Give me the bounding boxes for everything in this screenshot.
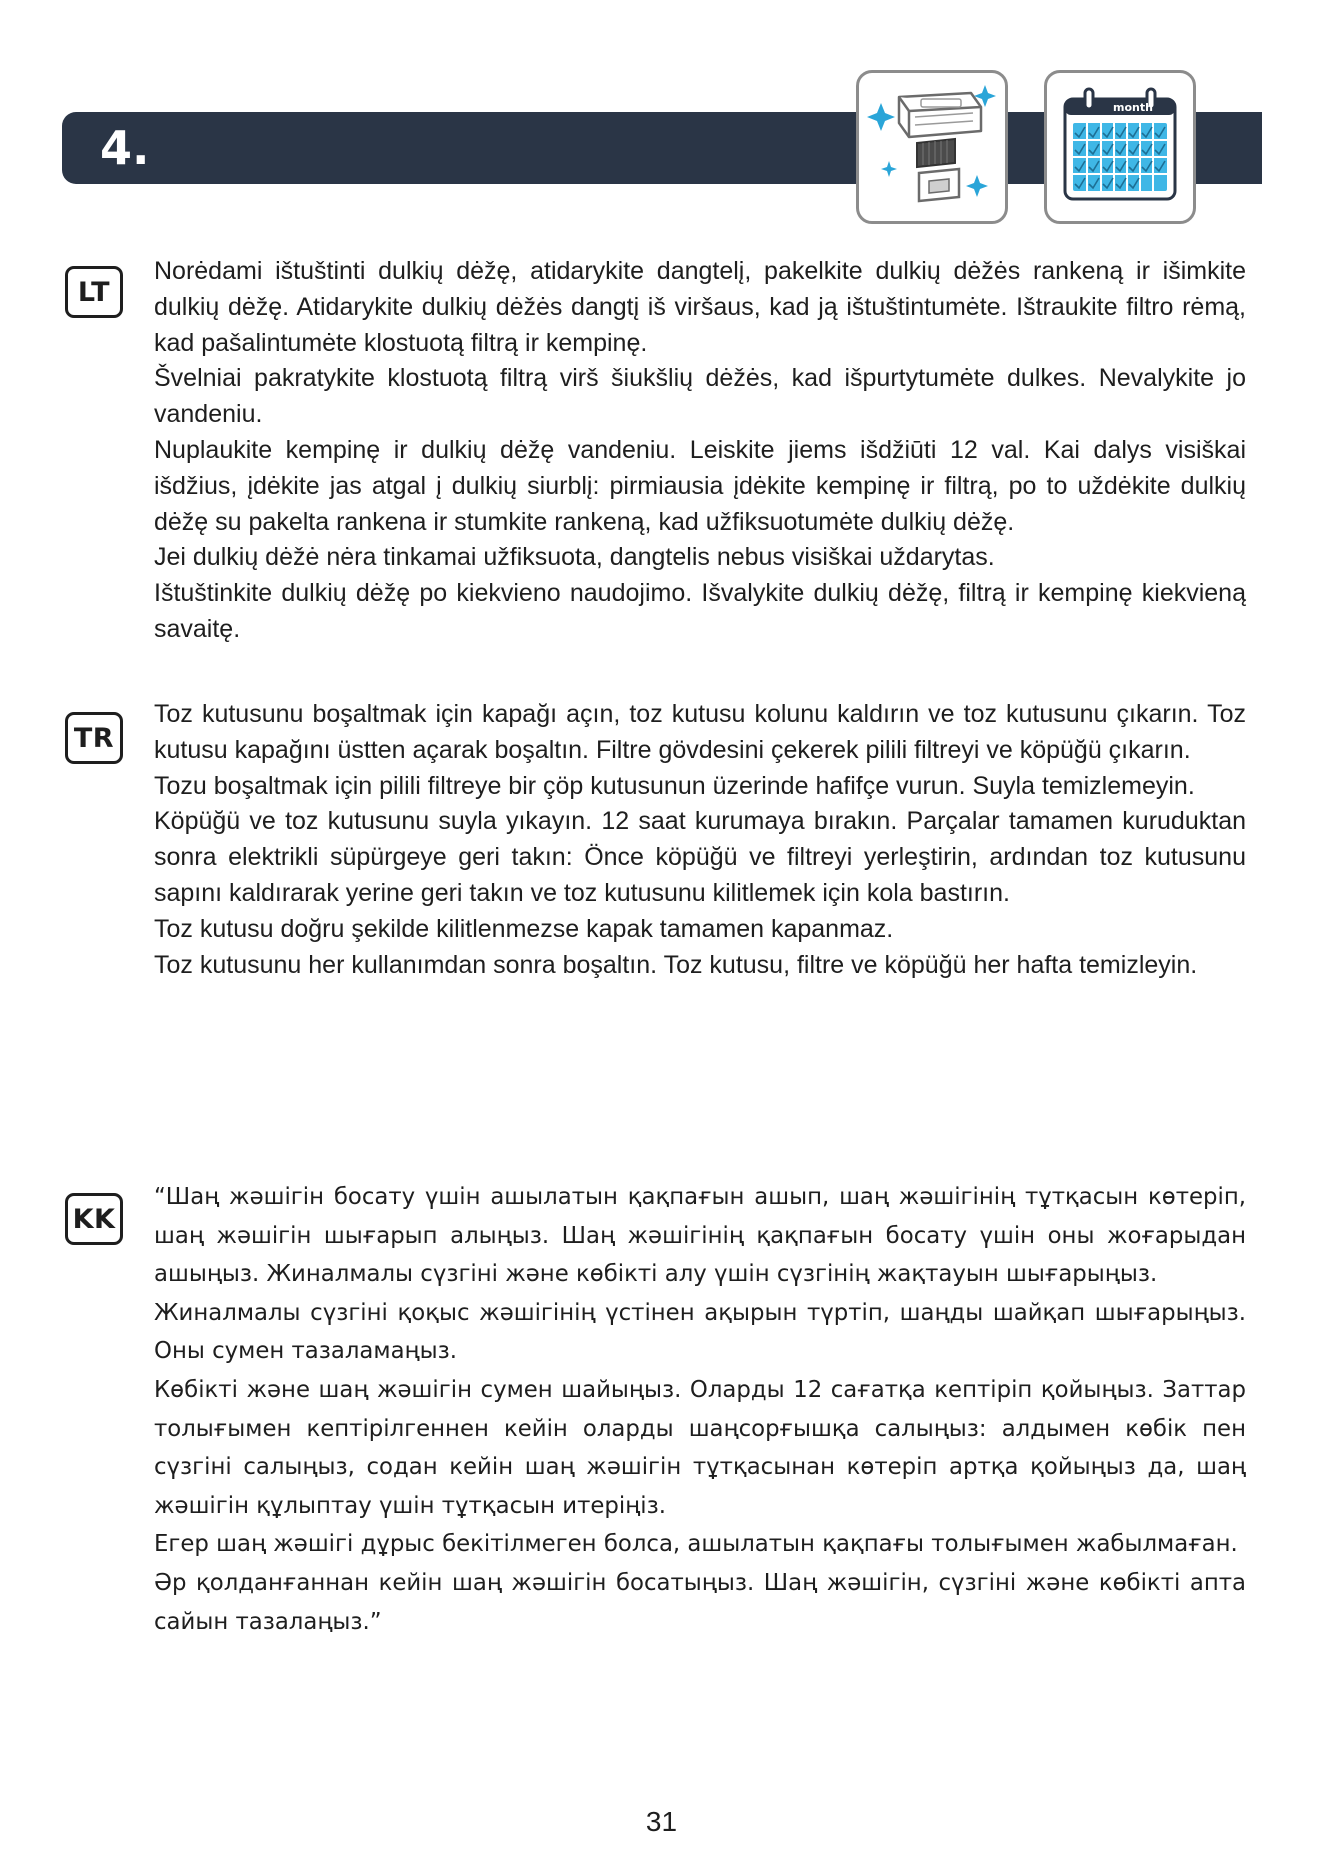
paragraph: Toz kutusunu boşaltmak için kapağı açın, toz kutusu kolunu kaldırın ve toz kutusunu çıkarın. Toz kutusu kapağını üstten açarak boşaltın. Filtre gövdesini çekerek pilili filtreyi ve köpüğü çıkarın. [154,700,1246,764]
paragraph: Егер шаң жәшігі дұрыс бекітілмеген болса, ашылатын қақпағы толығымен жабылмаған. [154,1531,1238,1558]
paragraph: Švelniai pakratykite klostuotą filtrą virš šiukšlių dėžės, kad išpurtytumėte dulkes. Nevalykite jo vandeniu. [154,364,1246,429]
paragraph: Көбікті және шаң жәшігін сумен шайыңыз. Оларды 12 сағатқа кептіріп қойыңыз. Заттар толығымен кептірілгеннен кейін оларды шаңсорғышқа салыңыз: алдымен көбік пен сүзгіні салыңыз, содан кейін шаң жәшігін тұтқасынан көтеріп артқа қойыңыз да, шаң жәшігін құлыптау үшін тұтқасын итеріңіз. [154,1376,1246,1519]
paragraph: Nuplaukite kempinę ir dulkių dėžę vandeniu. Leiskite jiems išdžiūti 12 val. Kai dalys visiškai išdžius, įdėkite jas atgal į dulkių siurblį: pirmiausia įdėkite kempinę ir filtrą, po to uždėkite dulkių dėžę su pakelta rankena ir stumkite rankeną, kad užfiksuotumėte dulkių dėžę. [154,435,1246,536]
paragraph: Toz kutusunu her kullanımdan sonra boşaltın. Toz kutusu, filtre ve köpüğü her hafta temizleyin. [154,950,1198,979]
section-kk [154,1178,1246,1641]
section-tr [154,697,1246,983]
calendar-month-label: month [1113,101,1153,114]
paragraph: Жиналмалы сүзгіні қоқыс жәшігінің үстінен ақырын түртіп, шаңды шайқап шығарыңыз. Оны сумен тазаламаңыз. [154,1299,1246,1365]
calendar-month-icon [1044,70,1196,224]
paragraph: “Шаң жәшігін босату үшін ашылатын қақпағын ашып, шаң жәшігінің тұтқасын көтеріп, шаң жәшігін шығарып алыңыз. Шаң жәшігінің қақпағын босату үшін оны жоғарыдан ашыңыз. Жиналмалы сүзгіні және көбікті алу үшін сүзгінің жақтауын шығарыңыз. [154,1184,1246,1288]
lang-badge-kk: KK [65,1193,123,1245]
lang-badge-tr: TR [65,712,123,764]
page-number: 31 [645,1806,678,1837]
paragraph: Tozu boşaltmak için pilili filtreye bir çöp kutusunun üzerinde hafifçe vurun. Suyla temizlemeyin. [154,771,1195,800]
paragraph: Norėdami ištuštinti dulkių dėžę, atidarykite dangtelį, pakelkite dulkių dėžės rankeną ir išimkite dulkių dėžę. Atidarykite dulkių dėžės dangtį iš viršaus, kad ją ištuštintumėte. Ištraukite filtro rėmą, kad pašalintumėte klostuotą filtrą ir kempinę. [154,257,1246,357]
paragraph: Әр қолданғаннан кейін шаң жәшігін босатыңыз. Шаң жәшігін, сүзгіні және көбікті апта сайын тазалаңыз.” [154,1569,1246,1635]
paragraph: Köpüğü ve toz kutusunu suyla yıkayın. 12 saat kurumaya bırakın. Parçalar tamamen kuruduktan sonra elektrikli süpürgeye geri takın: Önce köpüğü ve filtreyi yerleştirin, ardından toz kutusunu sapını kaldırarak yerine geri takın ve toz kutusunu kilitlemek için kola bastırın. [154,807,1246,907]
section-lt [154,254,1246,648]
section-number: 4. [100,121,150,175]
lang-badge-lt: LT [65,266,123,318]
dustbin-cleaning-icon [856,70,1008,224]
paragraph: Ištuštinkite dulkių dėžę po kiekvieno naudojimo. Išvalykite dulkių dėžę, filtrą ir kempinę kiekvieną savaitę. [154,579,1246,643]
paragraph: Jei dulkių dėžė nėra tinkamai užfiksuota, dangtelis nebus visiškai uždarytas. [154,543,995,572]
paragraph: Toz kutusu doğru şekilde kilitlenmezse kapak tamamen kapanmaz. [154,914,894,943]
